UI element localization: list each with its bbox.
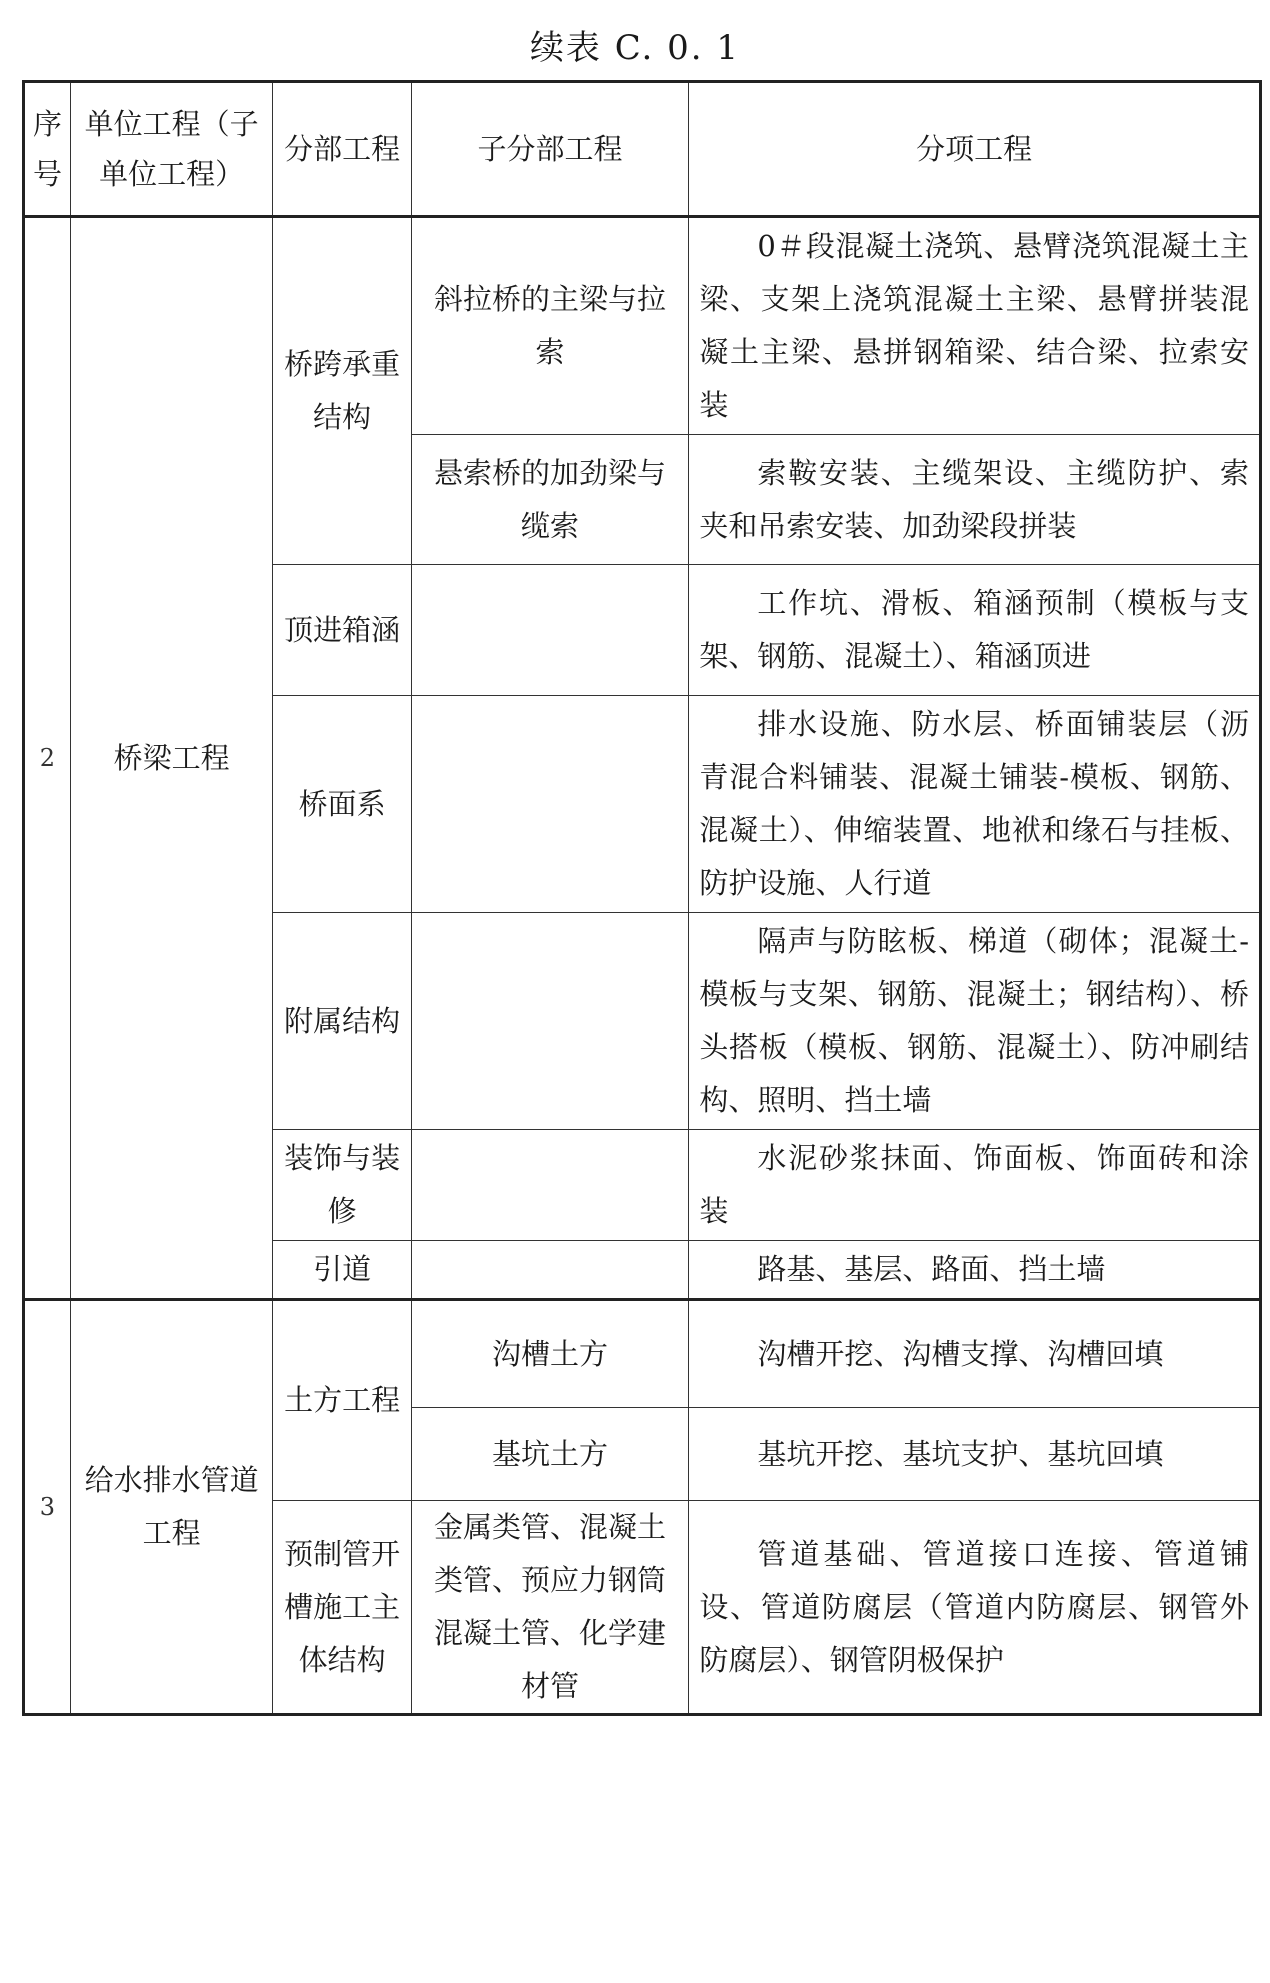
unit-cell: 桥梁工程 (70, 217, 273, 1300)
item-cell: 0＃段混凝土浇筑、悬臂浇筑混凝土主梁、支架上浇筑混凝土主梁、悬臂拼装混凝土主梁、悬拼钢箱梁、结合梁、拉索安装 (689, 217, 1261, 435)
division-cell: 附属结构 (273, 913, 411, 1130)
item-cell: 路基、基层、路面、挡土墙 (689, 1241, 1261, 1300)
item-cell: 管道基础、管道接口连接、管道铺设、管道防腐层（管道内防腐层、钢管外防腐层）、钢管阴极保护 (689, 1501, 1261, 1715)
item-cell: 工作坑、滑板、箱涵预制（模板与支架、钢筋、混凝土）、箱涵顶进 (689, 565, 1261, 696)
header-unit: 单位工程（子单位工程） (70, 82, 273, 217)
item-cell: 水泥砂浆抹面、饰面板、饰面砖和涂装 (689, 1130, 1261, 1241)
header-item: 分项工程 (689, 82, 1261, 217)
seq-cell: 3 (24, 1300, 71, 1715)
division-cell: 顶进箱涵 (273, 565, 411, 696)
unit-cell: 给水排水管道工程 (70, 1300, 273, 1715)
subdivision-cell: 沟槽土方 (411, 1300, 689, 1408)
table-title: 续表 C. 0. 1 (529, 28, 741, 68)
subdivision-cell (411, 1130, 689, 1241)
subdivision-cell: 基坑土方 (411, 1408, 689, 1501)
subdivision-cell: 金属类管、混凝土类管、预应力钢筒混凝土管、化学建材管 (411, 1501, 689, 1715)
division-cell: 土方工程 (273, 1300, 411, 1501)
division-cell: 桥跨承重结构 (273, 217, 411, 565)
subdivision-cell: 悬索桥的加劲梁与缆索 (411, 435, 689, 565)
subdivision-cell: 斜拉桥的主梁与拉索 (411, 217, 689, 435)
item-cell: 隔声与防眩板、梯道（砌体；混凝土-模板与支架、钢筋、混凝土；钢结构）、桥头搭板（模板、钢筋、混凝土）、防冲刷结构、照明、挡土墙 (689, 913, 1261, 1130)
division-cell: 装饰与装修 (273, 1130, 411, 1241)
item-cell: 排水设施、防水层、桥面铺装层（沥青混合料铺装、混凝土铺装-模板、钢筋、混凝土）、伸缩装置、地袱和缘石与挂板、防护设施、人行道 (689, 696, 1261, 913)
header-seq: 序号 (24, 82, 71, 217)
item-cell: 索鞍安装、主缆架设、主缆防护、索夹和吊索安装、加劲梁段拼装 (689, 435, 1261, 565)
subdivision-cell (411, 565, 689, 696)
division-cell: 引道 (273, 1241, 411, 1300)
header-subdivision: 子分部工程 (411, 82, 689, 217)
table-row (24, 217, 1261, 435)
division-cell: 桥面系 (273, 696, 411, 913)
seq-cell: 2 (24, 217, 71, 1300)
item-cell: 基坑开挖、基坑支护、基坑回填 (689, 1408, 1261, 1501)
subdivision-cell (411, 913, 689, 1130)
item-cell: 沟槽开挖、沟槽支撑、沟槽回填 (689, 1300, 1261, 1408)
division-cell: 预制管开槽施工主体结构 (273, 1501, 411, 1715)
header-row (24, 82, 1261, 217)
header-division: 分部工程 (273, 82, 411, 217)
subdivision-cell (411, 696, 689, 913)
subdivision-cell (411, 1241, 689, 1300)
table-row (24, 1300, 1261, 1408)
division-table (22, 80, 1262, 1716)
